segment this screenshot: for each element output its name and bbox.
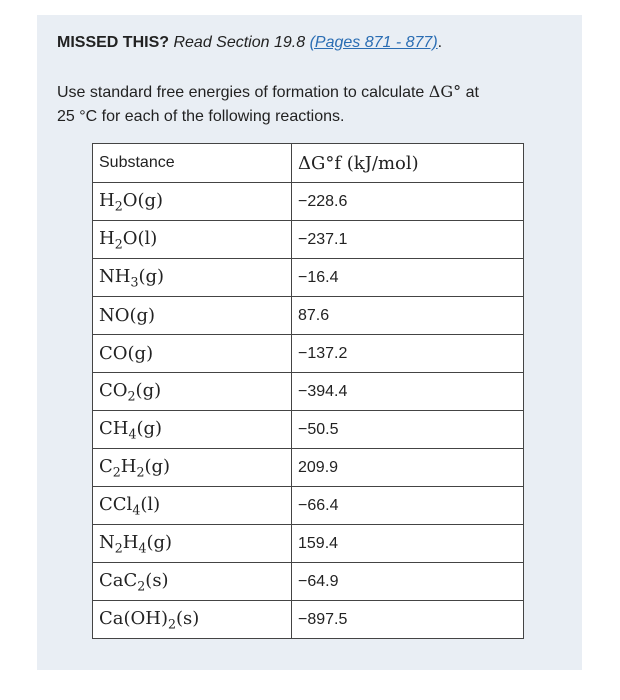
table-row (93, 525, 524, 563)
table-row (93, 449, 524, 487)
delta-g-value-cell: −897.5 (292, 601, 524, 639)
table-row (93, 335, 524, 373)
prompt-at: at (465, 84, 479, 101)
table-header-row (93, 144, 524, 183)
substance-cell: $N_2H_4(g)$ (93, 525, 292, 563)
substance-cell: $H_2O(g)$ (93, 183, 292, 221)
table-row (93, 221, 524, 259)
substance-column-header: Substance (93, 144, 292, 183)
prompt-line1: Use standard free energies of formation to calculate (57, 84, 425, 101)
delta-g-symbol: ΔG° (428, 82, 462, 101)
header-period: . (437, 34, 443, 51)
table-row (93, 297, 524, 335)
missed-this-label: MISSED THIS? (57, 34, 170, 51)
pages-link[interactable]: (Pages 871 - 877) (309, 34, 438, 51)
delta-g-value-cell: −237.1 (292, 221, 524, 259)
substance-cell: $H_2O(l)$ (93, 221, 292, 259)
substance-cell: $Ca(OH)_2(s)$ (93, 601, 292, 639)
delta-g-value-cell: 87.6 (292, 297, 524, 335)
table-row (93, 563, 524, 601)
missed-this-header (57, 34, 442, 52)
table-row (93, 373, 524, 411)
substance-cell: $CO_2(g)$ (93, 373, 292, 411)
substance-cell: $NH_3(g)$ (93, 259, 292, 297)
substance-cell: CCl$_4$(l) (93, 487, 292, 525)
read-section-text: Read Section 19.8 (173, 34, 306, 51)
delta-g-value-cell: −50.5 (292, 411, 524, 449)
delta-g-column-header: ΔG°f (kJ/mol) (292, 144, 524, 183)
substance-cell: $C_2H_2(g)$ (93, 449, 292, 487)
substance-cell: CaC$_2$(s) (93, 563, 292, 601)
delta-g-value-cell: −137.2 (292, 335, 524, 373)
table-row (93, 601, 524, 639)
delta-g-value-cell: 159.4 (292, 525, 524, 563)
delta-g-value-cell: 209.9 (292, 449, 524, 487)
free-energy-table (92, 143, 524, 639)
delta-g-value-cell: −228.6 (292, 183, 524, 221)
prompt-line2: for each of the following reactions. (101, 108, 345, 125)
table-row (93, 487, 524, 525)
delta-g-value-cell: −16.4 (292, 259, 524, 297)
question-prompt (57, 80, 577, 129)
substance-cell: CO(g) (93, 335, 292, 373)
table-row (93, 259, 524, 297)
delta-g-value-cell: −66.4 (292, 487, 524, 525)
substance-cell: NO(g) (93, 297, 292, 335)
delta-g-value-cell: −64.9 (292, 563, 524, 601)
delta-g-value-cell: −394.4 (292, 373, 524, 411)
prompt-temperature: 25 °C (57, 108, 98, 125)
substance-cell: $CH_4(g)$ (93, 411, 292, 449)
table-row (93, 411, 524, 449)
table-row (93, 183, 524, 221)
